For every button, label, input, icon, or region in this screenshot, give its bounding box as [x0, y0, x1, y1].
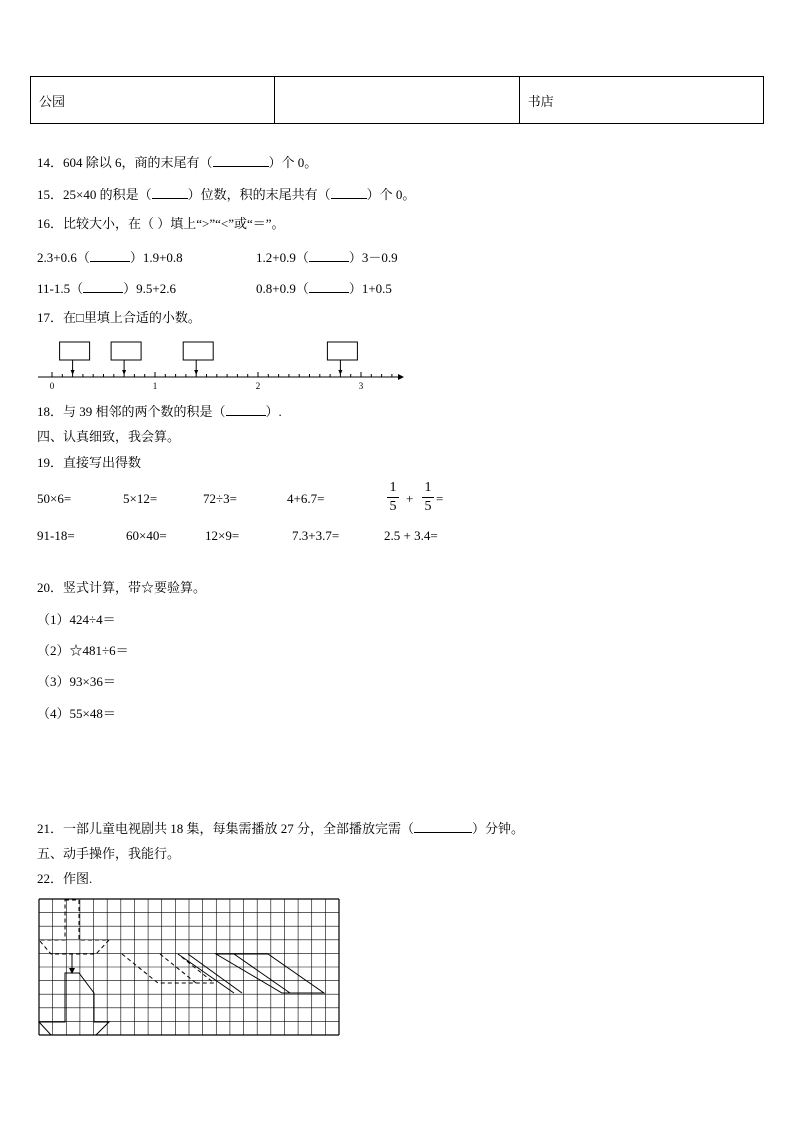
- calc-item: 2.5 + 3.4=: [384, 528, 438, 543]
- section-4-heading: 四、认真细致，我会算。: [37, 429, 181, 444]
- arrow-down-icon: [69, 958, 75, 974]
- calc-item: 91-18=: [37, 528, 75, 543]
- question-15: 15．25×40 的积是（ ）位数，积的末尾共有（ ）个 0。: [37, 187, 416, 202]
- table-cell-park: 公园: [31, 77, 275, 124]
- question-19-title: 19．直接写出得数: [37, 455, 142, 470]
- vertical-calc-item: （3）93×36＝: [37, 674, 116, 689]
- table-cell-bookstore: 书店: [519, 77, 763, 124]
- compare-item-2: 1.2+0.9（ ）3－0.9: [256, 250, 398, 265]
- arrow-down-icon: [194, 370, 198, 375]
- question-17-title: 17．在□里填上合适的小数。: [37, 310, 201, 325]
- plus-sign: +: [406, 491, 414, 506]
- question-16-title: 16．比较大小，在（ ）填上“>”“<”或“＝”。: [37, 216, 285, 231]
- calc-item: 5×12=: [123, 491, 158, 506]
- number-line-label: 2: [255, 381, 261, 391]
- question-21: 21．一部儿童电视剧共 18 集，每集需播放 27 分，全部播放完需（ ）分钟。: [37, 821, 525, 836]
- compare-item-3: 11-1.5（ ）9.5+2.6: [37, 281, 176, 296]
- drawing-grid: [38, 898, 340, 1036]
- calc-item: 50×6=: [37, 491, 72, 506]
- answer-blank-21[interactable]: [414, 819, 472, 833]
- arrow-down-icon: [122, 370, 126, 375]
- compare-item-1: 2.3+0.6（ ）1.9+0.8: [37, 250, 183, 265]
- number-line: [0, 335, 420, 395]
- location-table: [30, 76, 764, 124]
- question-20-title: 20．竖式计算，带☆要验算。: [37, 580, 207, 595]
- answer-blank-18[interactable]: [226, 402, 266, 416]
- arrow-down-icon: [338, 370, 342, 375]
- table-cell-empty: [275, 77, 519, 124]
- answer-blank-15a[interactable]: [152, 185, 188, 199]
- solid-figure: [39, 954, 324, 1035]
- arrow-down-icon: [71, 370, 75, 375]
- answer-box[interactable]: [327, 342, 357, 375]
- vertical-calc-item: （1）424÷4＝: [37, 612, 116, 627]
- section-5-heading: 五、动手操作，我能行。: [37, 846, 181, 861]
- question-18: 18．与 39 相邻的两个数的积是（ ）.: [37, 404, 282, 419]
- number-line-label: 1: [152, 381, 158, 391]
- fraction-2: 1 5: [422, 480, 434, 515]
- vertical-calc-item: （4）55×48＝: [37, 706, 116, 721]
- answer-box[interactable]: [183, 342, 213, 375]
- answer-box[interactable]: [111, 342, 141, 375]
- answer-blank-14[interactable]: [213, 153, 269, 167]
- calc-item: 12×9=: [205, 528, 240, 543]
- answer-blank-15b[interactable]: [331, 185, 367, 199]
- answer-box[interactable]: [60, 342, 90, 375]
- number-line-label: 3: [358, 381, 364, 391]
- calc-item: 72÷3=: [203, 491, 237, 506]
- answer-blank-16-4[interactable]: [309, 279, 349, 293]
- equals-sign: =: [436, 491, 444, 506]
- answer-blank-16-1[interactable]: [90, 248, 130, 262]
- question-22-title: 22．作图.: [37, 871, 93, 886]
- calc-item: 7.3+3.7=: [292, 528, 340, 543]
- answer-blank-16-2[interactable]: [309, 248, 349, 262]
- question-14: 14．604 除以 6，商的末尾有（ ）个 0。: [37, 155, 318, 170]
- fraction-1: 1 5: [387, 480, 399, 515]
- answer-blank-16-3[interactable]: [83, 279, 123, 293]
- number-line-label: 0: [49, 381, 55, 391]
- compare-item-4: 0.8+0.9（ ）1+0.5: [256, 281, 392, 296]
- calc-item: 4+6.7=: [287, 491, 325, 506]
- arrow-head-icon: [398, 374, 404, 380]
- calc-item: 60×40=: [126, 528, 167, 543]
- vertical-calc-item: （2）☆481÷6＝: [37, 643, 129, 658]
